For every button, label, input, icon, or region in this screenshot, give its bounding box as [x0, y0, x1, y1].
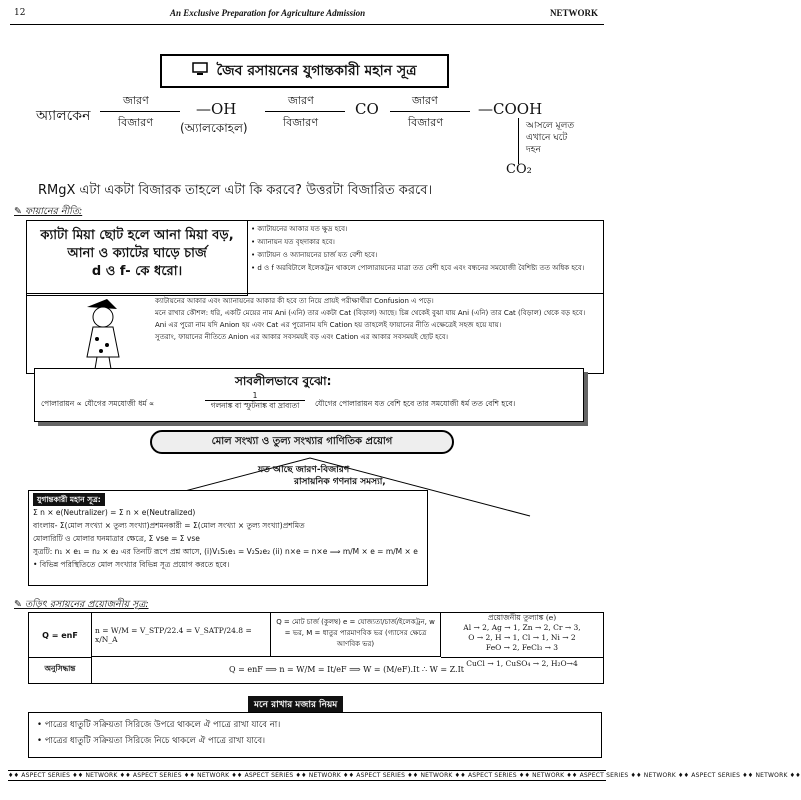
co2-product: CO₂ [506, 162, 532, 177]
equiv-cell [441, 613, 603, 658]
formula-line-4: সুত্রটি: n₁ × e₁ = n₂ × e₂ এর তিনটি রূপে প্রশ্ন আসে, (i)V₁S₁e₁ = V₂S₂e₂ (ii) n×e = n×e ⟹ m/M × e = m/M × e [33, 547, 418, 556]
easy-box [34, 368, 584, 422]
page-number: 12 [14, 8, 26, 18]
oh-group: —OH [196, 100, 237, 118]
electro-table [28, 612, 604, 684]
fajans-point: • d ও f অরবিটালে ইলেকট্রন থাকলে পোলারায়নের মাত্রা তত বেশী হবে এবং বন্ধনের সমযোজী বৈশিষ্ট্য তত অধিক হবে। [251, 264, 585, 272]
easy-box-title: সাবলীলভাবে বুঝো: [235, 374, 332, 388]
easy-box-left: পোলারায়ন ∝ যৌগের সমযোজী ধর্ম ∝ [41, 399, 155, 408]
mole-banner [150, 430, 454, 454]
poem-line-1: যত আছে জারণ-বিজারণ [258, 465, 350, 475]
formula-line-3: মোলারিটি ও মোলার ঘনমাত্রার ক্ষেত্রে, Σ vse = Σ vse [33, 534, 200, 543]
formula-label: যুগান্তকারী মহান সূত্র: [33, 493, 105, 506]
alcohol-label: (অ্যালকোহল) [180, 121, 248, 135]
mnemonic-line-2: আনা ও ক্যাটের ঘাড়ে চার্জ [67, 246, 207, 261]
electro-heading [14, 598, 149, 613]
fajans-point: • ক্যাটায়ন ও অ্যানায়নের চার্জ যত বেশী হবে। [251, 251, 378, 259]
mole-banner-text: মোল সংখ্যা ও তুল্য সংখ্যার গাণিতিক প্রয়োগ [211, 435, 393, 447]
remember-box [28, 712, 602, 758]
fraction-bottom: গলনাঙ্ক বা স্ফুটনাঙ্ক বা দ্রাব্যতা [210, 401, 300, 410]
pen-icon: ✎ [14, 206, 25, 217]
q-desc: Q = মোট চার্জ (কুলম্ব) e = যোজ্যতা/চার্জ/ইলেকট্রন, w = ভর, M = ধাতুর পারমাণবিক ভর (গ্যাসের ক্ষেত্রে আণবিক ভর) [276, 618, 435, 648]
corollary: Q = enF ⟹ n = W/M = It/eF ⟹ W = (M/eF).It ∴ W = Z.It [229, 665, 464, 674]
girl-illustration [67, 297, 137, 371]
corollary-label-cell [29, 657, 92, 683]
formula-line-5: • বিভিন্ন পরিস্থিতিতে মোল সংখ্যার বিভিন্ন সূত্র প্রয়োগ করতে হবে। [33, 560, 230, 569]
fajans-explanation [155, 295, 595, 343]
formula-line-1: Σ n × e(Neutralizer) = Σ n × e(Neutralized) [33, 508, 196, 517]
arrow-2 [265, 111, 345, 112]
page-header [0, 6, 614, 24]
header-divider [10, 24, 604, 25]
mnemonic-line-1: ক্যাটা মিয়া ছোট হলে আনা মিয়া বড়, [40, 228, 234, 243]
oxidation-label-3: জারণ [412, 94, 438, 107]
n-formula-cell [91, 613, 271, 657]
main-title-box [160, 54, 449, 88]
fajans-table [26, 220, 604, 374]
poem-line-2: রাসায়নিক গণনার সমস্যা, [294, 477, 386, 487]
reduction-label-2: বিজারণ [283, 116, 319, 129]
q-enf-cell [29, 613, 92, 658]
arrow-1 [100, 111, 180, 112]
screen-icon [192, 62, 208, 80]
pen-icon: ✎ [14, 599, 25, 610]
corollary-label: অনুসিদ্ধান্ত [44, 664, 76, 673]
alkane-label: অ্যালকেন [36, 108, 91, 124]
oxidation-label-2: জারণ [288, 94, 314, 107]
remember-title [248, 696, 343, 713]
rmgx-statement: RMgX এটা একটা বিজারক তাহলে এটা কি করবে? উত্তরটা বিজারিত করবে। [38, 183, 433, 198]
fajans-para-3: সুতরাং, ফায়ানের নীতিতে Anion এর আকার সবসময়ই বড় এবং Cation এর আকার সবসময়ই ছোট হবে। [155, 333, 449, 341]
fajans-points [251, 223, 599, 275]
combustion-arrow [518, 118, 519, 164]
reaction-scheme [0, 90, 614, 180]
remember-line-1: • পাত্রের ধাতুটি সক্রিয়তা সিরিজে উপরে থাকলে ঐ পাত্রে রাখা যাবে না। [37, 720, 281, 730]
easy-fraction [205, 391, 305, 413]
formula-box [28, 490, 428, 586]
fajans-para-1: ক্যাটায়নের আকার এবং অ্যানায়নের আকার কী হবে তা নিয়ে প্রায়ই পরীক্ষার্থীরা Confusion এ পড়ে। [155, 297, 434, 305]
reduction-label-1: বিজারণ [118, 116, 154, 129]
reduction-label-3: বিজারণ [408, 116, 444, 129]
q-desc-cell [271, 613, 441, 657]
n-formula: n = W/M = V_STP/22.4 = V_SATP/24.8 = x/N_A [95, 625, 252, 644]
main-title: জৈব রসায়নের যুগান্তকারী মহান সূত্র [216, 63, 417, 79]
formula-line-2: বাংলায়- Σ(মোল সংখ্যা × তুল্য সংখ্যা)প্রশমনকারী = Σ(মোল সংখ্যা × তুল্য সংখ্যা)প্রশমিত [33, 521, 305, 530]
co-group: CO [355, 100, 379, 118]
equiv-line-4: CuCl → 1, CuSO₄ → 2, H₂O→4 [466, 659, 578, 668]
easy-box-right: যৌগের পোলারায়ন যত বেশি হবে তার সমযোজী ধর্ম তত বেশি হবে। [315, 399, 516, 408]
fajans-mnemonic [27, 221, 248, 296]
oxidation-label-1: জারণ [123, 94, 149, 107]
fajans-heading-text: ফায়ানের নীতি: [24, 206, 83, 217]
electro-heading-text: তড়িৎ রসায়নের প্রয়োজনীয় সূত্র: [24, 599, 149, 610]
equiv-title: প্রয়োজনীয় তুল্যাঙ্ক (e) [487, 613, 557, 622]
q-enf: Q = enF [42, 630, 78, 640]
mnemonic-line-3: d ও f- কে ধরো। [91, 264, 183, 279]
equiv-line-2: O → 2, H → 1, Cl → 1, Ni → 2 [468, 633, 576, 642]
fajans-para-2: মনে রাখার কৌশল: ধরি, একটি মেয়ের নাম Ani (এনি) তার একটা Cat (বিড়াল) আছে। চিন্ন থেকেই বুঝা যায় Ani (এনি) তার Cat (বিড়াল) থেকে বড় হবে। Ani এর পুরো নাম যদি Anion হয় এবং Cat এর পুরোনাম যদি Cation হয় তাহলেই ফায়ানের নীতি এক্ষেত্রেই সহজ হয়ে যায়। [155, 309, 586, 329]
header-title: An Exclusive Preparation for Agriculture Admission [170, 8, 366, 18]
equiv-line-1: Al → 2, Ag → 1, Zn → 2, Cr → 3, [463, 623, 581, 632]
arrow-3 [390, 111, 470, 112]
equiv-line-3: FeO → 2, FeCl₃ → 3 [485, 643, 559, 652]
cooh-group: —COOH [478, 100, 543, 118]
combustion-note-2: এখানে ঘটে [526, 133, 568, 143]
fajans-divider [27, 293, 603, 294]
combustion-note-1: আসলে মূলত [526, 121, 575, 131]
fajans-point: • ক্যাটায়নের আকার যত ক্ষুদ্র হবে। [251, 225, 348, 233]
remember-line-2: • পাত্রের ধাতুটি সক্রিয়তা সিরিজে নিচে থাকলে ঐ পাত্রে রাখা যাবে। [37, 736, 266, 746]
combustion-note-3: দহন [526, 145, 541, 155]
fajans-point: • অ্যানায়ন যত বৃহদাকার হবে। [251, 238, 335, 246]
fajans-heading [14, 205, 82, 220]
remember-title-text: মনে রাখার মজার নিয়ম [254, 700, 338, 710]
page-footer: ♦♦ ASPECT SERIES ♦♦ NETWORK ♦♦ ASPECT SERIES ♦♦ NETWORK ♦♦ ASPECT SERIES ♦♦ NETWORK ♦♦ ASPECT SERIES ♦♦ NETWORK ♦♦ ASPECT SERIES ♦♦ NETWORK ♦♦ ASPECT SERIES ♦♦ NETWORK ♦♦ ASPECT SERIES ♦♦ NETWORK ♦♦ [8, 772, 801, 779]
fraction-top: 1 [205, 391, 305, 401]
header-brand: NETWORK [549, 8, 598, 18]
